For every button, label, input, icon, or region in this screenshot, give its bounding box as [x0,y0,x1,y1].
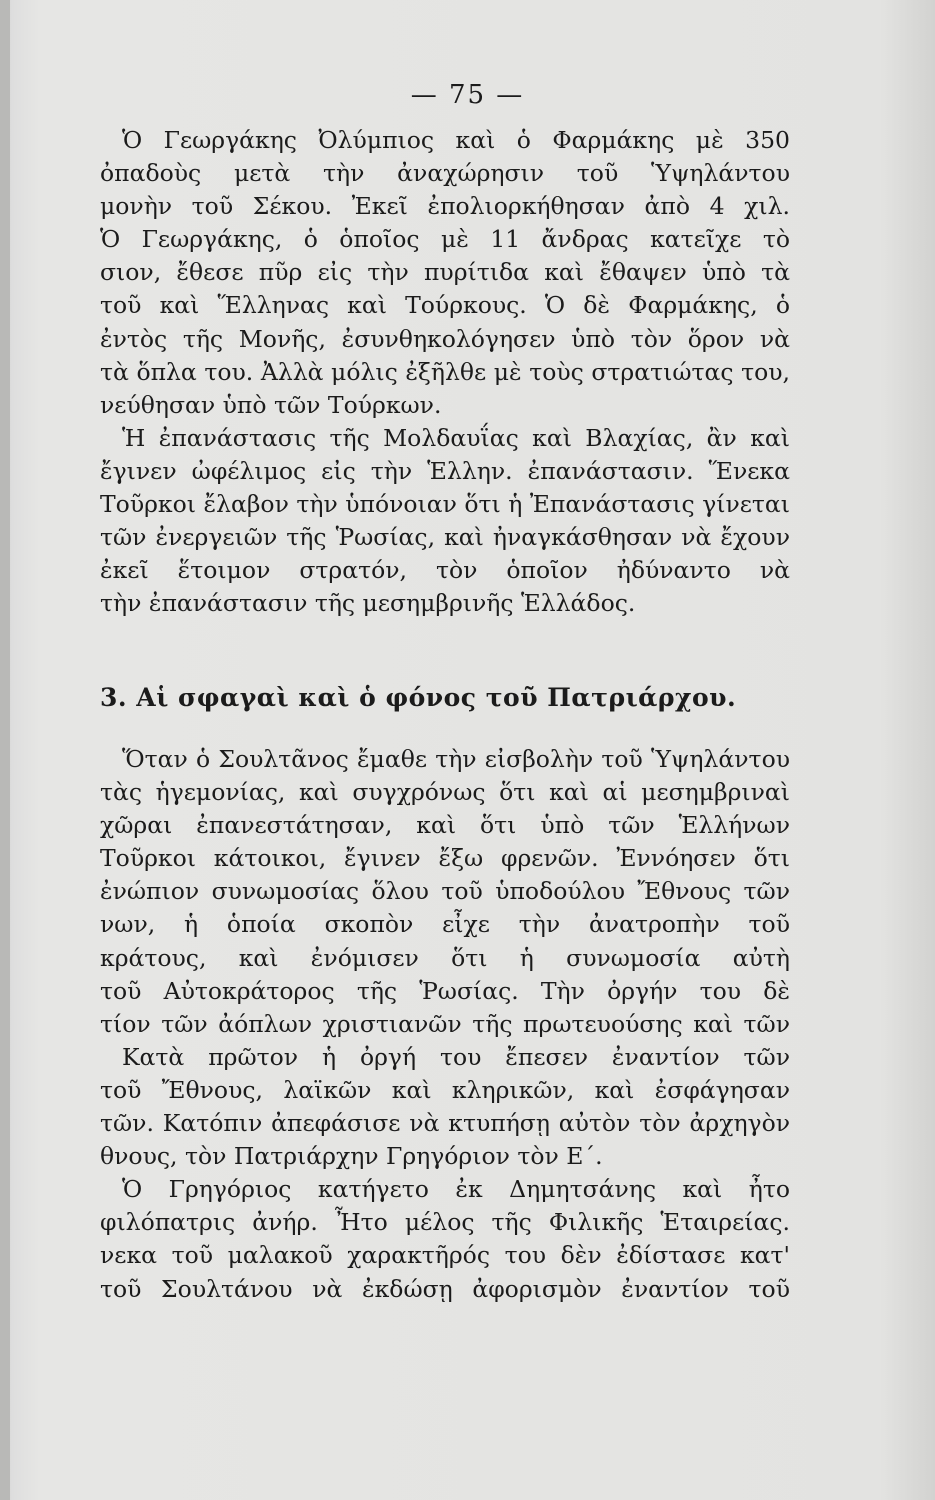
text-line: τίον τῶν ἀόπλων χριστιανῶν τῆς πρωτευούσης καὶ τῶν [100,1009,790,1038]
text-line: νεκα τοῦ μαλακοῦ χαρακτῆρός του δὲν ἐδίστασε κατ' [100,1241,790,1270]
text-line: ἐντὸς τῆς Μονῆς, ἐσυνθηκολόγησεν ὑπὸ τὸν ὅρον νὰ [100,324,790,353]
text-line: τῶν ἐνεργειῶν τῆς Ῥωσίας, καὶ ἠναγκάσθησαν νὰ ἔχουν [100,523,790,552]
text-line: Ὁ Γεωργάκης Ὀλύμπιος καὶ ὁ Φαρμάκης μὲ 350 [122,126,790,154]
text-line: τοῦ Αὐτοκράτορος τῆς Ῥωσίας. Τὴν ὀργήν του δὲ [100,976,790,1005]
text-line: ἐκεῖ ἕτοιμον στρατόν, τὸν ὁποῖον ἠδύναντο νὰ [100,556,790,585]
text-line: Ἡ ἐπανάστασις τῆς Μολδαυΐας καὶ Βλαχίας, ἂν καὶ [122,423,790,452]
body-text-before-heading [100,124,790,620]
text-line: σιον, ἔθεσε πῦρ εἰς τὴν πυρίτιδα καὶ ἔθαψεν ὑπὸ τὰ [100,258,790,287]
text-line: μονὴν τοῦ Σέκου. Ἐκεῖ ἐπολιορκήθησαν ἀπὸ 4 χιλ. [100,192,790,221]
text-line: τὴν ἐπανάστασιν τῆς μεσημβρινῆς Ἑλλάδος. [100,589,636,618]
text-line: Τοῦρκοι ἔλαβον τὴν ὑπόνοιαν ὅτι ἡ Ἐπανάστασις γίνεται [100,490,790,519]
section-heading: 3. Αἱ σφαγαὶ καὶ ὁ φόνος τοῦ Πατριάρχου. [100,683,737,712]
text-line: Ὅταν ὁ Σουλτᾶνος ἔμαθε τὴν εἰσβολὴν τοῦ Ὑψηλάντου [122,745,790,773]
text-line: τοῦ Σουλτάνου νὰ ἐκδώσῃ ἀφορισμὸν ἐναντίον τοῦ [100,1274,790,1303]
body-text-after-heading [100,743,790,1306]
text-line: τὰ ὅπλα του. Ἀλλὰ μόλις ἐξῆλθε μὲ τοὺς στρατιώτας του, [100,357,790,386]
text-line: ὀπαδοὺς μετὰ τὴν ἀναχώρησιν τοῦ Ὑψηλάντου [100,159,790,188]
text-line: τοῦ Ἔθνους, λαϊκῶν καὶ κληρικῶν, καὶ ἐσφάγησαν [100,1075,790,1104]
page-gutter-shadow [0,0,10,1500]
text-line: ἔγινεν ὠφέλιμος εἰς τὴν Ἑλλην. ἐπανάστασιν. Ἕνεκα [100,456,790,485]
text-line: κράτους, καὶ ἐνόμισεν ὅτι ἡ συνωμοσία αὐτὴ [100,943,790,972]
text-line: Τοῦρκοι κάτοικοι, ἔγινεν ἔξω φρενῶν. Ἐννόησεν ὅτι [100,844,790,873]
text-line: Ὁ Γρηγόριος κατήγετο ἐκ Δημητσάνης καὶ ἦτο [122,1175,790,1204]
page-number: — 75 — [410,80,525,110]
text-line: τῶν. Κατόπιν ἀπεφάσισε νὰ κτυπήσῃ αὐτὸν τὸν ἀρχηγὸν [100,1109,790,1138]
text-line: τοῦ καὶ Ἕλληνας καὶ Τούρκους. Ὁ δὲ Φαρμάκης, ὁ [100,291,790,320]
text-line: θνους, τὸν Πατριάρχην Γρηγόριον τὸν Ε΄. [100,1142,603,1171]
text-line: νεύθησαν ὑπὸ τῶν Τούρκων. [100,390,442,419]
text-line: χῶραι ἐπανεστάτησαν, καὶ ὅτι ὑπὸ τῶν Ἑλλήνων [100,811,790,840]
text-line: φιλόπατρις ἀνήρ. Ἦτο μέλος τῆς Φιλικῆς Ἑταιρείας. [100,1208,790,1237]
text-line: Ὁ Γεωργάκης, ὁ ὁποῖος μὲ 11 ἄνδρας κατεῖχε τὸ [100,225,790,254]
text-line: ἐνώπιον συνωμοσίας ὅλου τοῦ ὑποδούλου Ἔθνους τῶν [100,877,790,906]
text-line: Κατὰ πρῶτον ἡ ὀργή του ἔπεσεν ἐναντίον τῶν [122,1042,790,1071]
text-line: νων, ἡ ὁποία σκοπὸν εἶχε τὴν ἀνατροπὴν τοῦ [100,910,790,939]
text-line: τὰς ἡγεμονίας, καὶ συγχρόνως ὅτι καὶ αἱ μεσημβριναὶ [100,778,790,807]
